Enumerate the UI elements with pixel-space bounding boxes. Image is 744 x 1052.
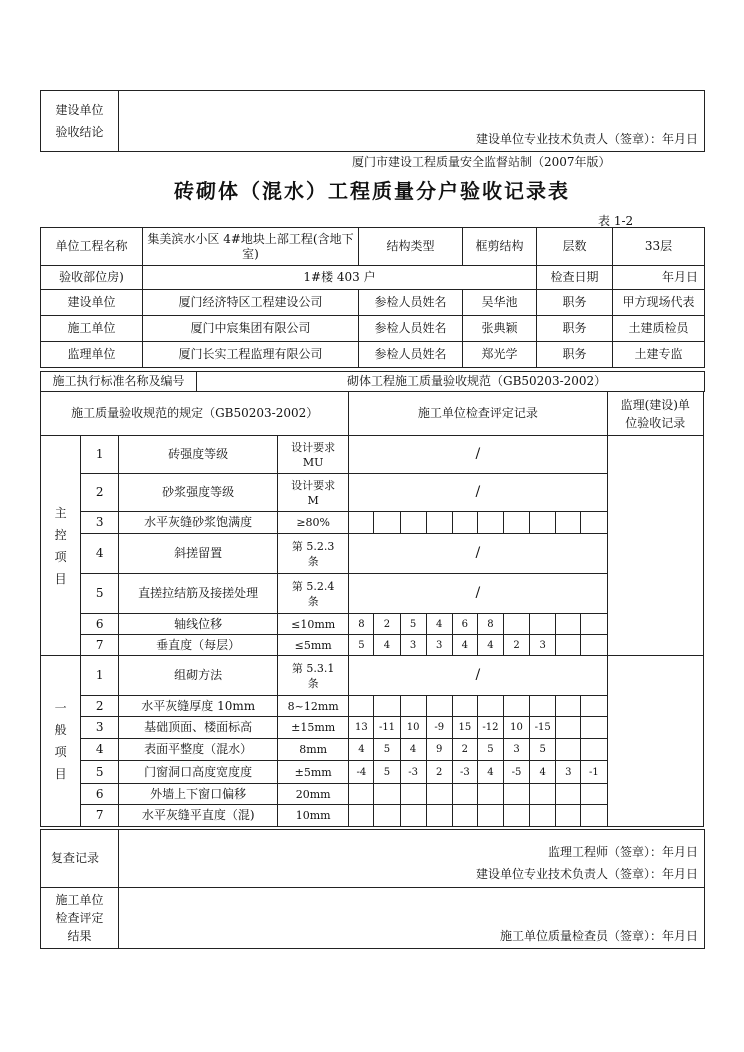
issuer-text: 厦门市建设工程质量安全监督站制（2007年版）: [352, 155, 611, 169]
record-value: 3: [530, 635, 556, 656]
record-value: [400, 512, 426, 534]
item-row: [41, 761, 704, 784]
review-sign-supervisor: 监理工程师（签章）：年月日: [547, 845, 698, 859]
record-value: [530, 614, 556, 635]
inspection-date-label: 检查日期: [537, 266, 613, 290]
floors-label: 层数: [537, 228, 613, 266]
record-value: 10: [400, 717, 426, 739]
review-label: 复查记录: [41, 830, 119, 888]
record-value: [349, 784, 374, 805]
record-value: 5: [530, 739, 556, 761]
item-row: [41, 614, 704, 635]
person-value: 郑光学: [463, 342, 537, 368]
record-value: 5: [349, 635, 374, 656]
top-conclusion-table: [40, 90, 705, 152]
record-value: [556, 614, 581, 635]
record-value: -9: [426, 717, 452, 739]
inspection-part-label: 验收部位房): [41, 266, 143, 290]
general-group-label: 一 般 项 目: [41, 656, 81, 827]
duty-value: 土建质检员: [613, 316, 705, 342]
record-value: [452, 805, 477, 827]
record-value: [374, 805, 400, 827]
record-value: -5: [503, 761, 529, 784]
record-value: 8: [349, 614, 374, 635]
record-value: -3: [452, 761, 477, 784]
duty-label: 职务: [537, 316, 613, 342]
record-value: [452, 696, 477, 717]
item-requirement: ±15mm: [278, 717, 349, 739]
item-number: 6: [81, 614, 119, 635]
record-value: [556, 635, 581, 656]
page-title: 砖砌体（混水）工程质量分户验收记录表: [174, 179, 570, 203]
item-number: 2: [81, 474, 119, 512]
unit-label: 建设单位: [41, 290, 143, 316]
duty-value: 甲方现场代表: [613, 290, 705, 316]
item-requirement: 设计要求 M: [278, 474, 349, 512]
record-value: [426, 696, 452, 717]
record-value: [349, 805, 374, 827]
record-value: 4: [349, 739, 374, 761]
record-value: -1: [581, 761, 607, 784]
review-cell: [119, 830, 705, 888]
record-value: [374, 696, 400, 717]
standard-value: 砌体工程施工质量验收规范（GB50203-2002）: [197, 372, 705, 392]
item-requirement: ≤5mm: [278, 635, 349, 656]
record-value: 5: [374, 739, 400, 761]
item-row: [41, 784, 704, 805]
top-conclusion-label: 建设单位 验收结论: [41, 91, 119, 152]
main-group-label: 主 控 项 目: [41, 436, 81, 656]
record-value: 3: [400, 635, 426, 656]
record-value: [374, 512, 400, 534]
record-slash: /: [349, 436, 607, 474]
project-name-value: 集美滨水小区 4#地块上部工程(含地下室): [143, 228, 359, 266]
person-label: 参检人员姓名: [359, 290, 463, 316]
record-value: 2: [426, 761, 452, 784]
record-value: 3: [503, 739, 529, 761]
record-value: [581, 739, 607, 761]
construction-result-label: 施工单位 检查评定 结果: [41, 888, 119, 949]
record-value: [426, 784, 452, 805]
item-number: 4: [81, 534, 119, 574]
record-value: [400, 784, 426, 805]
record-value: [349, 696, 374, 717]
record-value: [556, 696, 581, 717]
item-requirement: 设计要求 MU: [278, 436, 349, 474]
record-value: [374, 784, 400, 805]
unit-value: 厦门中宸集团有限公司: [143, 316, 359, 342]
item-name: 水平灰缝平直度（混): [119, 805, 278, 827]
record-value: 3: [426, 635, 452, 656]
record-value: [400, 696, 426, 717]
record-slash: /: [349, 574, 607, 614]
item-name: 垂直度（每层）: [119, 635, 278, 656]
record-value: [426, 805, 452, 827]
item-number: 7: [81, 635, 119, 656]
main-control-items: [41, 436, 704, 656]
record-value: [581, 696, 607, 717]
item-number: 1: [81, 656, 119, 696]
record-value: -3: [400, 761, 426, 784]
item-row: [41, 574, 704, 614]
item-name: 水平灰缝厚度 10mm: [119, 696, 278, 717]
item-requirement: ≥80%: [278, 512, 349, 534]
project-name-label: 单位工程名称: [41, 228, 143, 266]
record-value: -15: [530, 717, 556, 739]
item-requirement: 第 5.3.1 条: [278, 656, 349, 696]
record-value: [556, 739, 581, 761]
item-requirement: 8mm: [278, 739, 349, 761]
duty-label: 职务: [537, 342, 613, 368]
unit-label: 施工单位: [41, 316, 143, 342]
person-label: 参检人员姓名: [359, 316, 463, 342]
floors-value: 33层: [613, 228, 705, 266]
record-value: [530, 696, 556, 717]
record-value: [581, 635, 607, 656]
record-value: 3: [556, 761, 581, 784]
item-name: 外墙上下窗口偏移: [119, 784, 278, 805]
record-value: 4: [477, 635, 503, 656]
standard-table: [40, 371, 705, 392]
item-requirement: 10mm: [278, 805, 349, 827]
record-value: 5: [477, 739, 503, 761]
record-value: [349, 512, 374, 534]
record-value: [556, 805, 581, 827]
record-value: [581, 784, 607, 805]
record-value: 10: [503, 717, 529, 739]
unit-label: 监理单位: [41, 342, 143, 368]
spec-column-header: 施工质量验收规范的规定（GB50203-2002）: [41, 392, 349, 436]
record-value: 6: [452, 614, 477, 635]
record-value: [426, 512, 452, 534]
item-name: 轴线位移: [119, 614, 278, 635]
record-value: 4: [426, 614, 452, 635]
general-items: [41, 656, 704, 827]
item-row: [41, 474, 704, 512]
item-number: 4: [81, 739, 119, 761]
item-number: 7: [81, 805, 119, 827]
general-supervisor-record: [607, 656, 704, 827]
record-value: [530, 512, 556, 534]
item-number: 3: [81, 512, 119, 534]
item-requirement: ±5mm: [278, 761, 349, 784]
item-requirement: 8~12mm: [278, 696, 349, 717]
main-supervisor-record: [607, 436, 704, 656]
construction-sign: 施工单位质量检查员（签章）：年月日: [499, 929, 698, 943]
item-row: [41, 512, 704, 534]
record-value: [581, 512, 607, 534]
record-value: [452, 784, 477, 805]
record-value: [452, 512, 477, 534]
review-table: [40, 829, 705, 949]
record-value: -11: [374, 717, 400, 739]
record-slash: /: [349, 474, 607, 512]
record-value: 4: [452, 635, 477, 656]
unit-value: 厦门长实工程监理有限公司: [143, 342, 359, 368]
item-name: 砖强度等级: [119, 436, 278, 474]
item-number: 6: [81, 784, 119, 805]
record-value: [581, 805, 607, 827]
item-name: 斜搓留置: [119, 534, 278, 574]
info-table: [40, 227, 705, 368]
review-sign-owner: 建设单位专业技术负责人（签章）：年月日: [475, 867, 698, 881]
person-value: 张典颖: [463, 316, 537, 342]
structure-type-value: 框剪结构: [463, 228, 537, 266]
item-row: [41, 805, 704, 827]
item-row: [41, 656, 704, 696]
record-value: 5: [374, 761, 400, 784]
record-value: [581, 717, 607, 739]
item-name: 表面平整度（混水）: [119, 739, 278, 761]
item-row: [41, 534, 704, 574]
duty-label: 职务: [537, 290, 613, 316]
record-value: 2: [503, 635, 529, 656]
record-slash: /: [349, 534, 607, 574]
record-value: [477, 512, 503, 534]
item-requirement: 第 5.2.3 条: [278, 534, 349, 574]
table-number: 表 1-2: [598, 214, 634, 228]
record-value: [556, 784, 581, 805]
item-number: 5: [81, 574, 119, 614]
person-value: 吴华池: [463, 290, 537, 316]
inspection-table: [40, 391, 704, 827]
item-row: [41, 739, 704, 761]
record-column-header: 施工单位检查评定记录: [349, 392, 607, 436]
record-value: [503, 614, 529, 635]
item-requirement: 20mm: [278, 784, 349, 805]
item-row: [41, 436, 704, 474]
record-value: 5: [400, 614, 426, 635]
record-value: 13: [349, 717, 374, 739]
item-row: [41, 696, 704, 717]
record-value: 2: [452, 739, 477, 761]
item-number: 3: [81, 717, 119, 739]
item-name: 基础顶面、楼面标高: [119, 717, 278, 739]
record-value: 4: [374, 635, 400, 656]
record-slash: /: [349, 656, 607, 696]
record-value: [556, 717, 581, 739]
item-requirement: ≤10mm: [278, 614, 349, 635]
structure-type-label: 结构类型: [359, 228, 463, 266]
item-row: [41, 635, 704, 656]
record-value: [400, 805, 426, 827]
record-value: [477, 696, 503, 717]
item-row: [41, 717, 704, 739]
record-value: [477, 784, 503, 805]
item-name: 门窗洞口高度宽度度: [119, 761, 278, 784]
record-value: [556, 512, 581, 534]
supervisor-column-header: 监理(建设)单 位验收记录: [607, 392, 704, 436]
person-label: 参检人员姓名: [359, 342, 463, 368]
item-number: 2: [81, 696, 119, 717]
record-value: [477, 805, 503, 827]
record-value: [503, 512, 529, 534]
standard-label: 施工执行标准名称及编号: [41, 372, 197, 392]
record-value: 4: [477, 761, 503, 784]
unit-value: 厦门经济特区工程建设公司: [143, 290, 359, 316]
inspection-part-value: 1#楼 403 户: [143, 266, 537, 290]
item-number: 1: [81, 436, 119, 474]
item-name: 组砌方法: [119, 656, 278, 696]
item-name: 水平灰缝砂浆饱满度: [119, 512, 278, 534]
record-value: [503, 784, 529, 805]
top-sign-text: 建设单位专业技术负责人（签章）：年月日: [475, 132, 698, 146]
record-value: [503, 696, 529, 717]
record-value: 4: [530, 761, 556, 784]
inspection-date-value: 年月日: [613, 266, 705, 290]
item-name: 直搓拉结筋及接搓处理: [119, 574, 278, 614]
duty-value: 土建专监: [613, 342, 705, 368]
item-name: 砂浆强度等级: [119, 474, 278, 512]
record-value: [530, 784, 556, 805]
construction-result-cell: [119, 888, 705, 949]
record-value: [581, 614, 607, 635]
record-value: 2: [374, 614, 400, 635]
record-value: [530, 805, 556, 827]
record-value: -4: [349, 761, 374, 784]
item-number: 5: [81, 761, 119, 784]
record-value: [503, 805, 529, 827]
record-value: 4: [400, 739, 426, 761]
item-requirement: 第 5.2.4 条: [278, 574, 349, 614]
record-value: 9: [426, 739, 452, 761]
record-value: -12: [477, 717, 503, 739]
record-value: 15: [452, 717, 477, 739]
record-value: 8: [477, 614, 503, 635]
top-conclusion-cell: [119, 91, 705, 152]
